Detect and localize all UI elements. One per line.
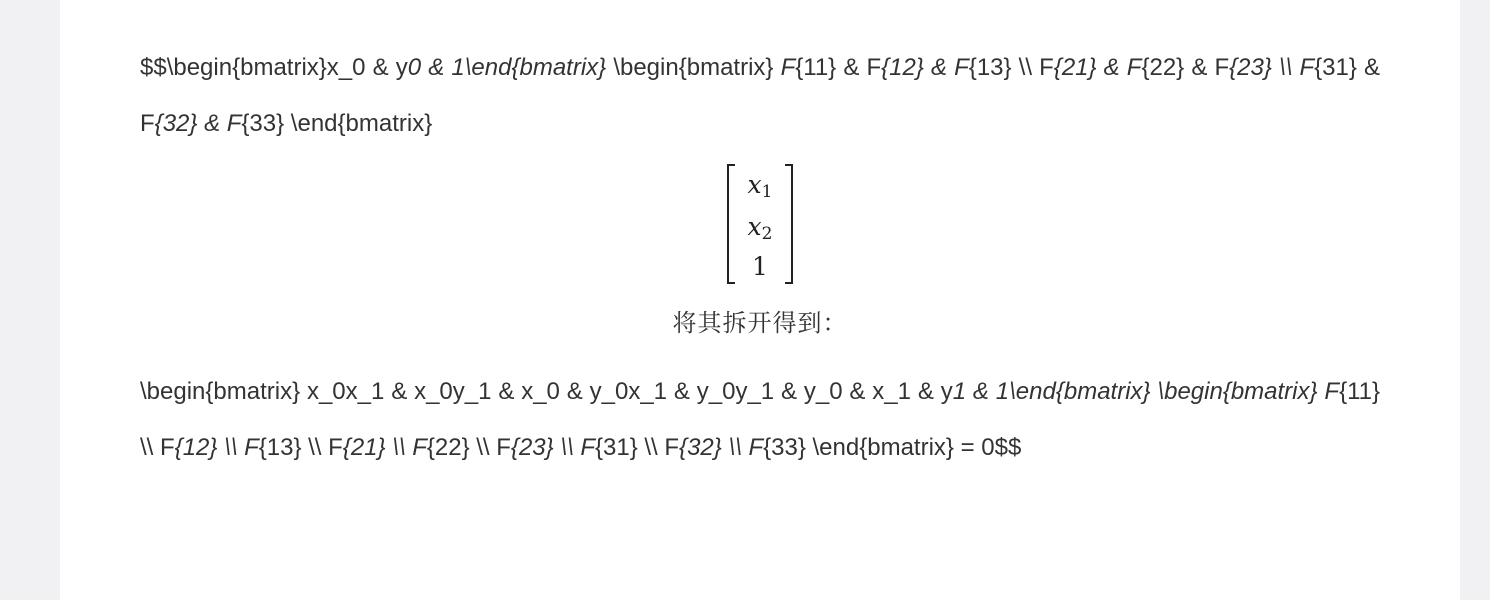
latex-text-segment: {13} \\ F <box>968 54 1054 81</box>
matrix-cell-x2: $x_2$ <box>747 212 773 244</box>
latex-text-segment: {21} & F <box>1053 54 1142 81</box>
latex-text-segment: F <box>780 54 796 81</box>
latex-text-segment: {22} \\ F <box>426 434 511 461</box>
rendered-matrix-block <box>140 164 1380 304</box>
latex-text-segment: 0 & 1\end{bmatrix} <box>407 54 607 81</box>
latex-text-segment: \begin{bmatrix} x_0x_1 & x_0y_1 & x_0 & y_0x_1 & y_0y_1 & y_0 & x_1 & y <box>140 378 953 405</box>
latex-text-segment: {11} \\ F <box>140 378 1381 461</box>
latex-text-segment: {32} & F <box>154 110 242 137</box>
right-bracket <box>785 164 793 284</box>
raw-latex-paragraph-2 <box>140 364 1380 476</box>
latex-text-segment: {12} & F <box>881 54 969 81</box>
raw-latex-paragraph-1 <box>140 40 1380 152</box>
latex-text-segment: {22} & F <box>1141 54 1230 81</box>
latex-text-segment: {11} & F <box>795 54 882 81</box>
latex-text-segment: {13} \\ F <box>258 434 343 461</box>
article-page <box>60 0 1460 600</box>
latex-text-segment: 1 & 1\end{bmatrix} \begin{bmatrix} F <box>952 378 1340 405</box>
latex-text-segment: {12} \\ F <box>174 434 259 461</box>
latex-text-segment: {33} \end{bmatrix} <box>241 110 433 137</box>
latex-text-segment: {31} \\ F <box>594 434 680 461</box>
latex-text-segment: {23} \\ F <box>1229 54 1315 81</box>
latex-text-segment: {31} & F <box>140 54 1381 137</box>
article-content <box>140 40 1380 476</box>
latex-text-segment: \begin{bmatrix} <box>606 54 781 81</box>
latex-text-segment: {32} \\ F <box>679 434 764 461</box>
latex-text-segment: {21} \\ F <box>342 434 427 461</box>
latex-text-segment: {33} \end{bmatrix} = 0$$ <box>763 434 1022 461</box>
matrix-cell-one: 1 <box>752 252 768 281</box>
latex-text-segment: $$\begin{bmatrix}x_0 & y <box>140 54 408 81</box>
matrix-cell-x1: $x_1$ <box>747 170 773 202</box>
column-vector-matrix <box>727 164 793 284</box>
latex-text-segment: {23} \\ F <box>510 434 595 461</box>
caption-text: 将其拆开得到： <box>672 310 848 337</box>
